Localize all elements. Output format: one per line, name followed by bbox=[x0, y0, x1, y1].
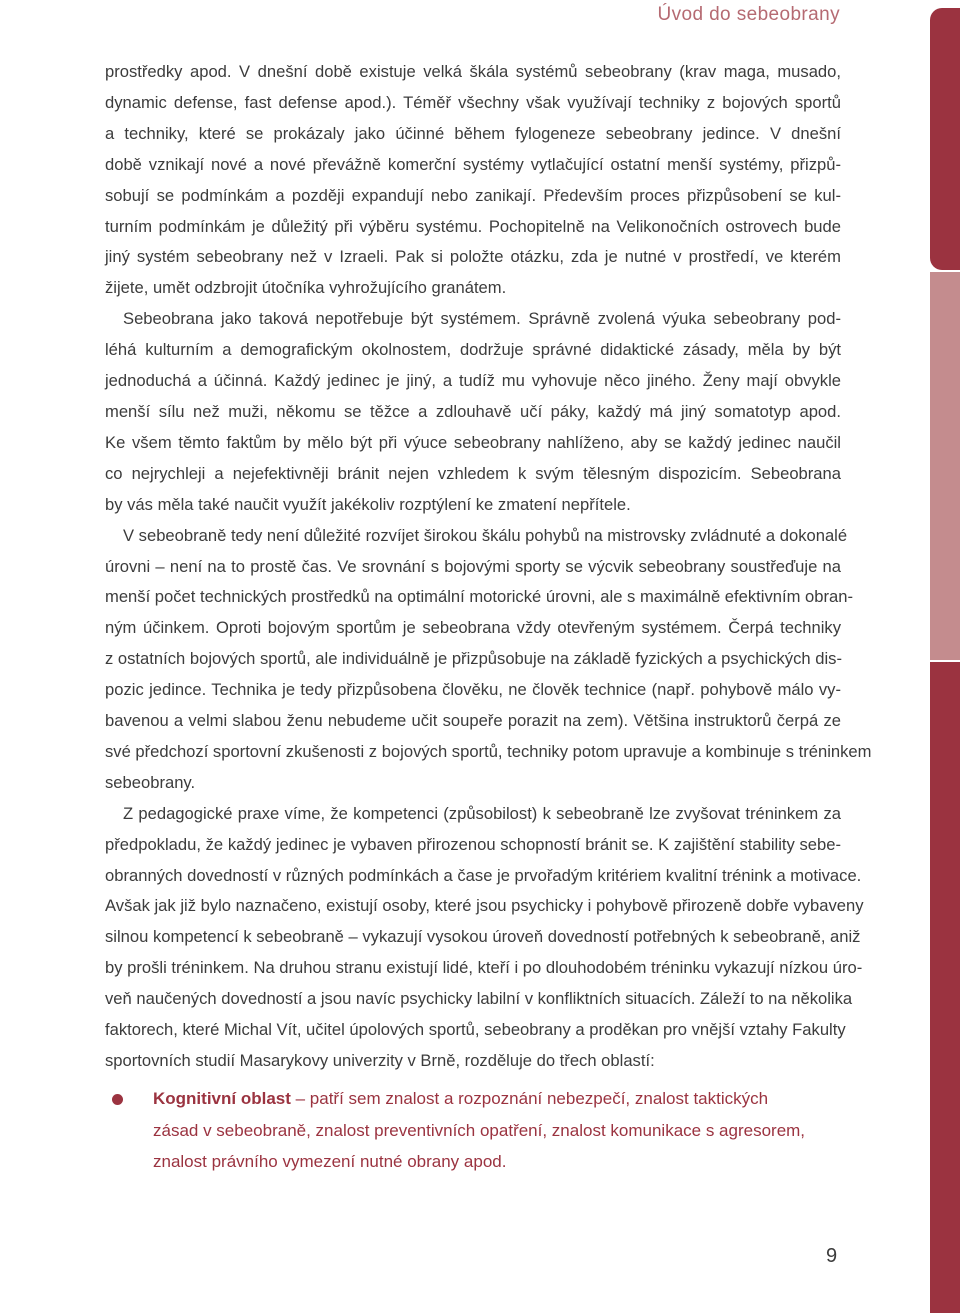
text-line: pozic jedince. Technika je tedy přizpůsobena člověku, ne člověk technice (např. pohybově málo vy- bbox=[105, 680, 841, 700]
text-line: době vznikají nové a nové převážně komerční systémy vytlačující ostatní menší systémy, přizpů- bbox=[105, 154, 841, 174]
paragraph-3 bbox=[105, 521, 872, 799]
text-line: dynamic defense, fast defense apod.). Téměř všechny však využívají techniky z bojových sportů bbox=[105, 92, 841, 112]
text-line: by prošli tréninkem. Na druhou stranu existují lidé, kteří i po dlouhodobém tréninku vykazují nízkou úro- bbox=[105, 958, 863, 978]
text-line: veň naučených dovedností a jsou navíc psychicky labilní v konfliktních situacích. Záleží to na několika bbox=[105, 989, 853, 1009]
text-line: Avšak jak již bylo naznačeno, existují osoby, které jsou psychicky i pohybově přirozeně dobře vybaveny bbox=[105, 896, 864, 916]
text-line: bavenou a velmi slabou ženu nebudeme učit soupeře porazit na zem). Většina instruktorů čerpá ze bbox=[105, 711, 841, 731]
text-line: léhá kulturním a demografickým okolnostem, dodržuje správné didaktické zásady, měla by být bbox=[105, 340, 841, 360]
bullet-text bbox=[153, 1083, 852, 1178]
text-line: své předchozí sportovní zkušenosti z bojových sportů, techniky potom upravuje a kombinuje s tréninkem bbox=[105, 741, 872, 761]
text-line: žijete, umět odzbrojit útočníka vyhrožujícího granátem. bbox=[105, 278, 507, 298]
side-tab-light bbox=[930, 272, 960, 660]
text-line: V sebeobraně tedy není důležité rozvíjet širokou škálu pohybů na mistrovsky zvládnuté a dokonalé bbox=[123, 525, 848, 545]
text-line: silnou kompetencí k sebeobraně – vykazují vysokou úroveň dovedností potřebných k sebeobraně, aniž bbox=[105, 927, 861, 947]
side-tab-dark-top bbox=[930, 8, 960, 270]
bullet-first-line-text: – patří sem znalost a rozpoznání nebezpečí, znalost taktických bbox=[290, 1089, 769, 1108]
bullet-line: zásad v sebeobraně, znalost preventivních opatření, znalost komunikace s agresorem, bbox=[153, 1120, 806, 1140]
text-line: by vás měla také naučit využít jakékoliv rozptýlení ke zmatení nepřítele. bbox=[105, 494, 631, 514]
bullet-list-item bbox=[112, 1083, 852, 1178]
text-line: sebeobrany. bbox=[105, 772, 196, 792]
text-line: úrovni – není na to prostě čas. Ve srovnání s bojovými sporty se výcvik sebeobrany soustřeďuje na bbox=[105, 556, 841, 576]
bullet-line: znalost právního vymezení nutné obrany apod. bbox=[153, 1152, 507, 1171]
text-line: jiný systém sebeobrany než v Izraeli. Pak si položte otázku, zda je nutné v prostředí, ve kterém bbox=[105, 247, 841, 267]
text-line: turním podmínkám je důležitý při výběru systému. Pochopitelně na Velikonočních ostrovech bude bbox=[105, 216, 841, 236]
text-line: faktorech, které Michal Vít, učitel úpolových sportů, sebeobrany a proděkan pro vnější vztahy Fakulty bbox=[105, 1020, 846, 1040]
paragraph-2 bbox=[105, 304, 841, 520]
paragraph-1 bbox=[105, 57, 841, 304]
bullet-dot-icon bbox=[112, 1094, 123, 1105]
bullet-line bbox=[153, 1083, 852, 1115]
running-header-title: Úvod do sebeobrany bbox=[657, 4, 840, 25]
paragraph-4 bbox=[105, 799, 864, 1077]
text-line: jednoduchá a účinná. Každý jedinec je jiný, a tudíž mu vyhovuje něco jiného. Ženy mají obvykle bbox=[105, 371, 841, 391]
text-line: ným účinkem. Oproti bojovým sportům je sebeobrana vždy otevřeným systémem. Čerpá techniky bbox=[105, 618, 841, 638]
text-line: sportovních studií Masarykovy univerzity v Brně, rozděluje do třech oblastí: bbox=[105, 1051, 655, 1070]
text-line: obranných dovedností v různých podmínkách a čase je prvořadým kritériem kvalitní trénink a motivace. bbox=[105, 865, 862, 885]
page-number: 9 bbox=[826, 1245, 838, 1267]
text-line: co nejrychleji a nejefektivněji bránit nejen vzhledem k svým tělesným dispozicím. Sebeobrana bbox=[105, 463, 841, 483]
text-line: sobují se podmínkám a později expandují nebo zanikají. Především proces přizpůsobení se kul- bbox=[105, 185, 841, 205]
text-line: a techniky, které se prokázaly jako účinné během fylogeneze sebeobrany jedince. V dnešní bbox=[105, 123, 841, 143]
body-text bbox=[105, 57, 872, 1077]
side-tab-dark-bottom bbox=[930, 662, 960, 1313]
bullet-term: Kognitivní oblast bbox=[153, 1089, 291, 1108]
text-line: menší sílu než muži, někomu se těžce a zdlouhavě učí páky, každý má jiný somatotyp apod. bbox=[105, 401, 841, 421]
text-line: prostředky apod. V dnešní době existuje velká škála systémů sebeobrany (krav maga, musado, bbox=[105, 62, 841, 81]
text-line: Sebeobrana jako taková nepotřebuje být systémem. Správně zvolená výuka sebeobrany pod- bbox=[123, 309, 841, 329]
text-line: z ostatních bojových sportů, ale individuálně je přizpůsobuje na základě fyzických a psychických dis- bbox=[105, 649, 842, 669]
chapter-side-tabs bbox=[930, 4, 960, 1313]
text-line: předpokladu, že každý jedinec je vybaven přirozenou schopností bránit se. K zajištění stability sebe- bbox=[105, 834, 841, 854]
text-line: Ke všem těmto faktům by mělo být při výuce sebeobrany nahlíženo, aby se každý jedinec naučil bbox=[105, 432, 841, 452]
text-line: Z pedagogické praxe víme, že kompetenci (způsobilost) k sebeobraně lze zvyšovat tréninkem za bbox=[123, 803, 841, 823]
text-line: menší počet technických prostředků na optimální motorické úrovni, ale s maximálně efektivním obran- bbox=[105, 587, 853, 607]
